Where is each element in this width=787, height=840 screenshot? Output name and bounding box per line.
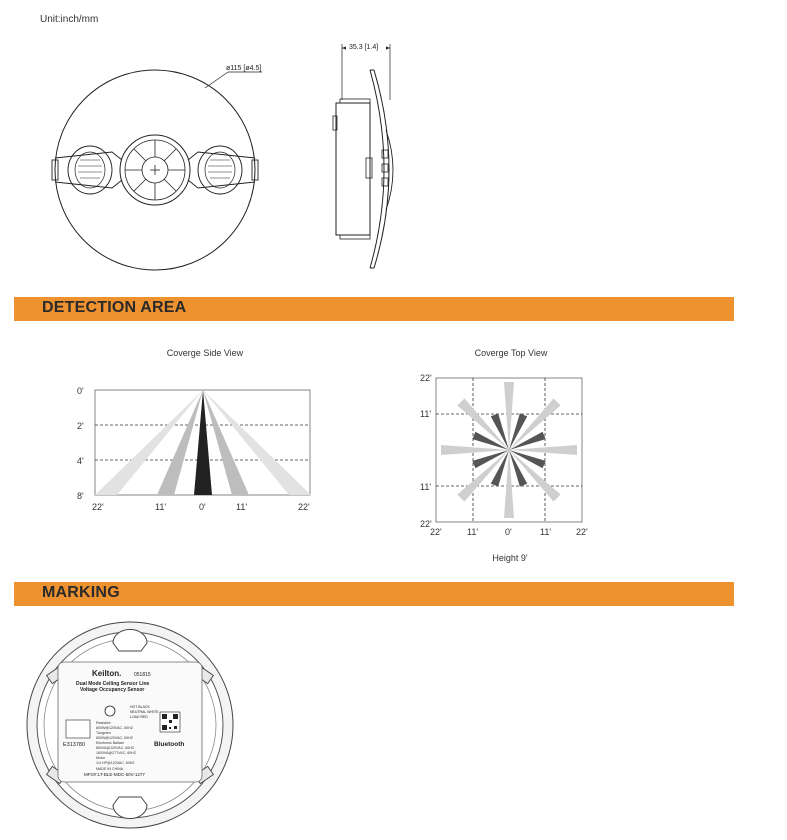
side-x-label: 22': [92, 502, 104, 512]
label-rating: Tungsten: [96, 731, 111, 735]
label-rating: Electronic Ballast: [96, 741, 124, 745]
side-x-label: 11': [236, 502, 248, 512]
side-y-label: 0': [77, 386, 84, 396]
label-brand: Keilton.: [92, 669, 122, 678]
bluetooth-logo: Bluetooth: [154, 741, 185, 748]
side-y-label: 2': [77, 421, 84, 431]
label-cert-id: E313780: [63, 742, 86, 748]
top-y-label: 11': [420, 482, 432, 492]
label-title-line1: Dual Mode Ceiling Sensor Line: [76, 681, 150, 687]
side-y-label: 4': [77, 456, 84, 466]
label-rating: 800W@120VAC, 60HZ: [96, 726, 133, 730]
label-made-in: MADE IN CHINA: [96, 767, 124, 771]
label-wire-hot: HOT BLACK: [130, 705, 150, 709]
section-title: DETECTION AREA: [42, 299, 187, 316]
label-mfg: MFG#:LT-BLE-MDC-50V-1277: [84, 772, 145, 777]
side-x-label: 0': [199, 502, 206, 512]
label-wire-load: LOAD RED: [130, 715, 148, 719]
label-rating: 800VA@120VAC, 60HZ: [96, 746, 135, 750]
label-rating: Motor: [96, 756, 106, 760]
unit-label: Unit:inch/mm: [40, 14, 99, 25]
label-model-code: 051815: [134, 672, 151, 678]
height-note: Height 9': [492, 553, 528, 563]
top-x-label: 11': [540, 527, 552, 537]
label-rating: 1600VA@277VAC, 60HZ: [96, 751, 137, 755]
top-x-label: 22': [430, 527, 442, 537]
side-y-label: 8': [77, 491, 84, 501]
section-title: MARKING: [42, 584, 120, 601]
top-x-label: 0': [505, 527, 512, 537]
label-rating: 800W@120VAC, 60HZ: [96, 736, 133, 740]
top-y-label: 22': [420, 519, 432, 529]
label-wire-neutral: NEUTRAL WHITE: [130, 710, 159, 714]
diameter-label: ø115 [ø4.5]: [226, 65, 262, 72]
top-x-label: 11': [467, 527, 479, 537]
label-title-line2: Voltage Occupancy Sensor: [80, 687, 145, 693]
label-rating: Resistive: [96, 721, 111, 725]
side-x-label: 11': [155, 502, 167, 512]
side-x-label: 22': [298, 502, 310, 512]
top-view-title: Coverge Top View: [474, 348, 548, 358]
top-x-label: 22': [576, 527, 588, 537]
label-rating: 1/4 HP@120VAC, 60HZ: [96, 761, 135, 765]
top-y-label: 11': [420, 409, 432, 419]
qr-code-icon: [160, 712, 180, 732]
depth-label: 35.3 [1.4]: [349, 44, 379, 51]
side-view-title: Coverge Side View: [166, 348, 244, 358]
top-y-label: 22': [420, 373, 432, 383]
